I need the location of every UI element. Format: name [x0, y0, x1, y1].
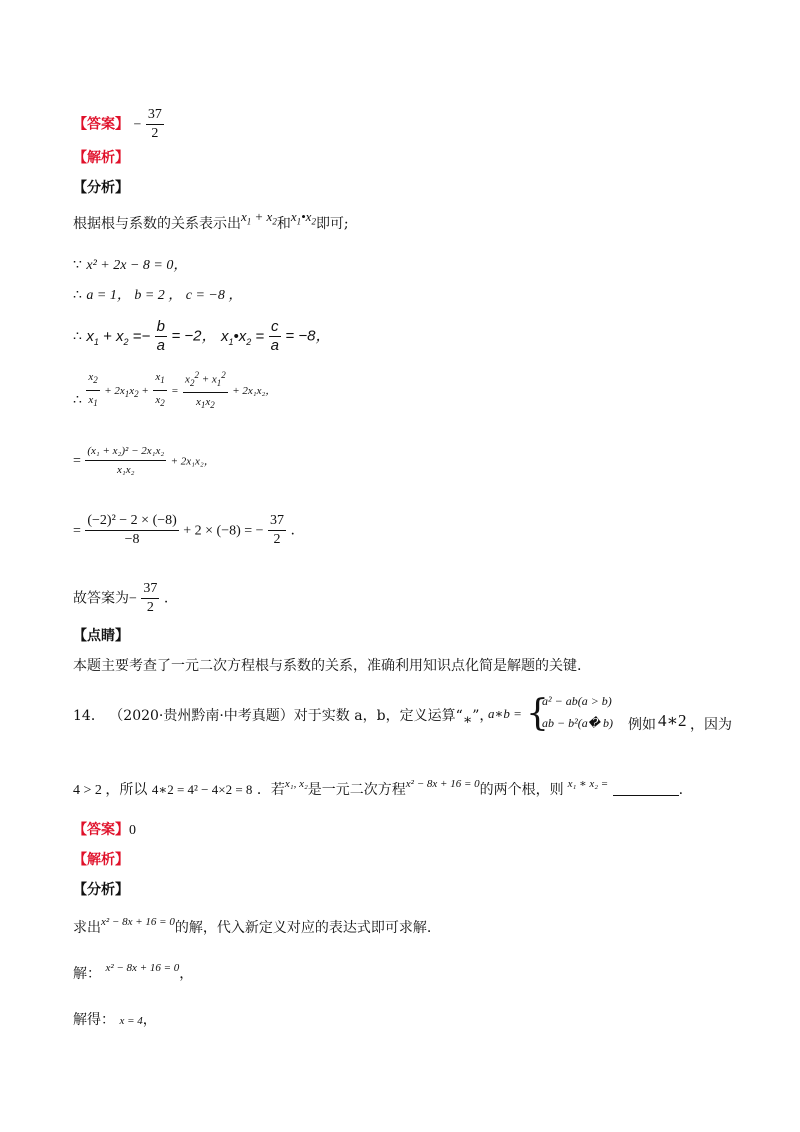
q13-dianjing-tag: 【点睛】: [73, 628, 129, 644]
answer-blank: [613, 781, 679, 796]
q14-result-line: 解得： x = 4，: [73, 1012, 157, 1028]
q13-fenxi-tag: 【分析】: [73, 180, 129, 196]
q13-answer-line: 【答案】 − $\frac{37}{2}$: [73, 107, 162, 141]
answer-tag: 【答案】: [73, 116, 129, 133]
q13-method-line: 根据根与系数的关系表示出$x_1 + x_2$和$x_1•x_2$即可;: [73, 209, 349, 232]
answer-fraction: $\frac{37}{2}$: [147, 107, 162, 141]
q13-abc-line: ∴ a = 1， b = 2 ， c = −8 ，: [73, 287, 243, 303]
q13-analysis-tag: 【解析】: [73, 150, 129, 166]
q13-step6: = $\frac{\text{(−2)² − 2 × (−8)}}{-8}$ + 2 × (−8) = − $\frac{37}{2}$ .: [73, 513, 295, 547]
q14-stem-line2: 4 > 2 ，所以 4∗2 = 4² − 4×2 = 8 ．若$^{x_1, x_2}$是一元二次方程$^{x^2 - 8x + 16 = 0}$的两个根，则 $^{x_1 ∗ x_2 =}$ .: [73, 778, 684, 798]
q13-conclusion: 故答案为− $\frac{37}{2}$ .: [73, 581, 169, 615]
q14-method-line: 求出$^{x^2 - 8x + 16 = 0}$的解，代入新定义对应的表达式即可求解.: [73, 916, 432, 936]
q14-solve-line: 解： $^{x^2 - 8x + 16 = 0}$，: [73, 962, 194, 982]
q13-step4: ∴ $\frac{x_2}{x_1}$ + $2x_1x_2$ + $\frac{x_1}{x_2}$ = $\frac{x_2^2 + x_1^2}{x_1x_2}$ + 2x₁x₂，: [73, 366, 276, 414]
q13-equation: x² + 2x − 8 = 0，: [86, 258, 188, 273]
q13-vieta-line: ∴ $x_1 + x_2$ =− $\frac{b}{a}$ = −2， $x_1•x_2$ = $\frac{c}{a}$ = −8，: [73, 318, 331, 354]
q14-stem-line1: 14． （2020·贵州黔南·中考真题）对于实数 a，b，定义运算“∗”，: [73, 708, 494, 728]
q13-step5: = $\frac{\text{(x₁ + x₂)² − 2x₁x₂}}{\text{x₁x₂}}$ + 2x₁x₂，: [73, 442, 215, 479]
q14-answer-line: 【答案】0: [73, 822, 136, 838]
q13-dianjing-text: 本题主要考查了一元二次方程根与系数的关系，准确利用知识点化简是解题的关键.: [73, 658, 582, 674]
q14-fenxi-tag: 【分析】: [73, 882, 129, 898]
q13-because-line: ∵ x² + 2x − 8 = 0，: [73, 257, 188, 273]
page: 【答案】 − $\frac{37}{2}$ 【解析】 【分析】 根据根与系数的关系表示出$x_1 + x_2$和$x_1•x_2$即可; ∵ x² + 2x − 8 = 0， ∴ a = 1， b = 2 ， c = −8 ， ∴ $x_1 + x_2$ =− $\frac{b}{a}$ = −2， $x_1•x_2$ = $\frac{c}{a}$ = −8， ∴ $\frac{x_2}{x_1}$ + $2x_1x_2$ + $\frac{x_1}{x_2}$ = $\frac{x_2^2 + x_1^2}{x_1x_2}$ + 2x₁x₂， = $\frac{\text{(x₁ + x₂)² − 2x₁x₂}}{\text{x₁x₂}}$ + 2x₁x₂， = $\frac{\text{(−2)² − 2 × (−8)}}{-8}$ + 2 × (−8) = − $\frac{37}{2}$ . 故答案为− $\frac{37}{2}$ . 【点睛】 本题主要考查了一元二次方程根与系数的关系，准确利用知识点化简是解题的关键. 14． （2020·贵州黔南·中考真题）对于实数 a，b，定义运算“∗”， a∗b = { a² − ab(a > b) ab − b²(a� b) 例如 4∗2 ，因为 4 > 2 ，所以 4∗2 = 4² − 4×2 = 8 ．若$^{x_1, x_2}$是一元二次方程$^{x^2 - 8x + 16 = 0}$的两个根，则 $^{x_1 ∗ x_2 =}$ . 【答案】0 【解析】 【分析】 求出$^{x^2 - 8x + 16 = 0}$的解，代入新定义对应的表达式即可求解. 解： $^{x^2 - 8x + 16 = 0}$， 解得： x = 4，: [0, 0, 800, 1132]
q14-analysis-tag: 【解析】: [73, 852, 129, 868]
